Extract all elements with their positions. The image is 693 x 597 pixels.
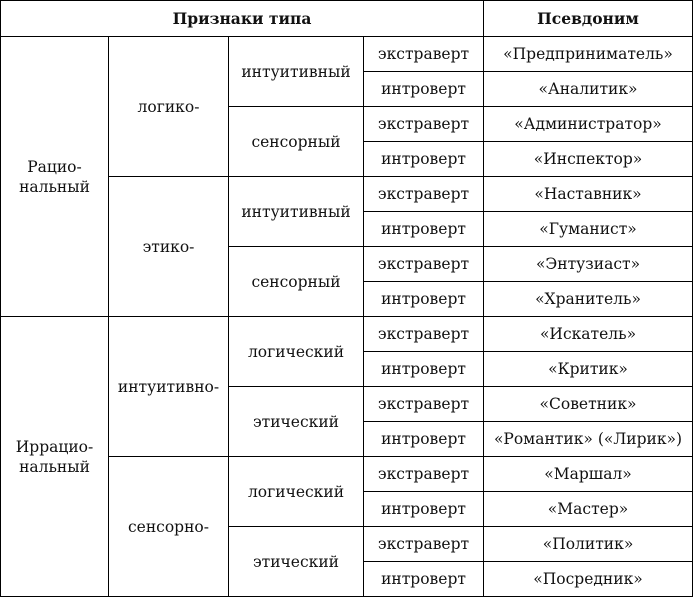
- pseudonym-cell: «Искатель»: [484, 317, 693, 352]
- pseudonym-cell: «Предприниматель»: [484, 37, 693, 72]
- perception-cell: этический: [229, 387, 364, 457]
- extravert-cell: экстраверт: [364, 107, 484, 142]
- function-cell: этико-: [109, 177, 229, 317]
- table-body: [1, 37, 693, 597]
- introvert-cell: интроверт: [364, 72, 484, 107]
- table-row: [1, 37, 693, 72]
- pseudonym-cell: «Советник»: [484, 387, 693, 422]
- introvert-cell: интроверт: [364, 142, 484, 177]
- extravert-cell: экстраверт: [364, 317, 484, 352]
- pseudonym-cell: «Критик»: [484, 352, 693, 387]
- table-row: [1, 317, 693, 352]
- rationality-label-line1: Рацио-: [27, 157, 82, 176]
- rationality-cell: [1, 37, 109, 317]
- extravert-cell: экстраверт: [364, 247, 484, 282]
- pseudonym-cell: «Посредник»: [484, 562, 693, 597]
- pseudonym-cell: «Инспектор»: [484, 142, 693, 177]
- perception-cell: интуитивный: [229, 37, 364, 107]
- pseudonym-cell: «Наставник»: [484, 177, 693, 212]
- introvert-cell: интроверт: [364, 282, 484, 317]
- introvert-cell: интроверт: [364, 352, 484, 387]
- pseudonym-cell: «Аналитик»: [484, 72, 693, 107]
- introvert-cell: интроверт: [364, 422, 484, 457]
- extravert-cell: экстраверт: [364, 527, 484, 562]
- perception-cell: логический: [229, 317, 364, 387]
- header-row: [1, 1, 693, 37]
- pseudonym-cell: «Гуманист»: [484, 212, 693, 247]
- function-cell: логико-: [109, 37, 229, 177]
- perception-cell: интуитивный: [229, 177, 364, 247]
- pseudonym-cell: «Романтик» («Лирик»): [484, 422, 693, 457]
- introvert-cell: интроверт: [364, 492, 484, 527]
- rationality-label-line1: Иррацио-: [15, 437, 94, 456]
- extravert-cell: экстраверт: [364, 387, 484, 422]
- perception-cell: этический: [229, 527, 364, 597]
- extravert-cell: экстраверт: [364, 37, 484, 72]
- extravert-cell: экстраверт: [364, 457, 484, 492]
- introvert-cell: интроверт: [364, 212, 484, 247]
- perception-cell: сенсорный: [229, 247, 364, 317]
- function-cell: сенсорно-: [109, 457, 229, 597]
- pseudonym-cell: «Мастер»: [484, 492, 693, 527]
- pseudonym-cell: «Администратор»: [484, 107, 693, 142]
- pseudonym-header: Псевдоним: [484, 1, 693, 37]
- rationality-label-line2: нальный: [19, 457, 90, 476]
- function-cell: интуитивно-: [109, 317, 229, 457]
- perception-cell: сенсорный: [229, 107, 364, 177]
- pseudonym-cell: «Политик»: [484, 527, 693, 562]
- rationality-cell: [1, 317, 109, 597]
- type-features-header: Признаки типа: [1, 1, 484, 37]
- perception-cell: логический: [229, 457, 364, 527]
- extravert-cell: экстраверт: [364, 177, 484, 212]
- pseudonym-cell: «Хранитель»: [484, 282, 693, 317]
- rationality-label-line2: нальный: [19, 177, 90, 196]
- pseudonym-cell: «Энтузиаст»: [484, 247, 693, 282]
- pseudonym-cell: «Маршал»: [484, 457, 693, 492]
- introvert-cell: интроверт: [364, 562, 484, 597]
